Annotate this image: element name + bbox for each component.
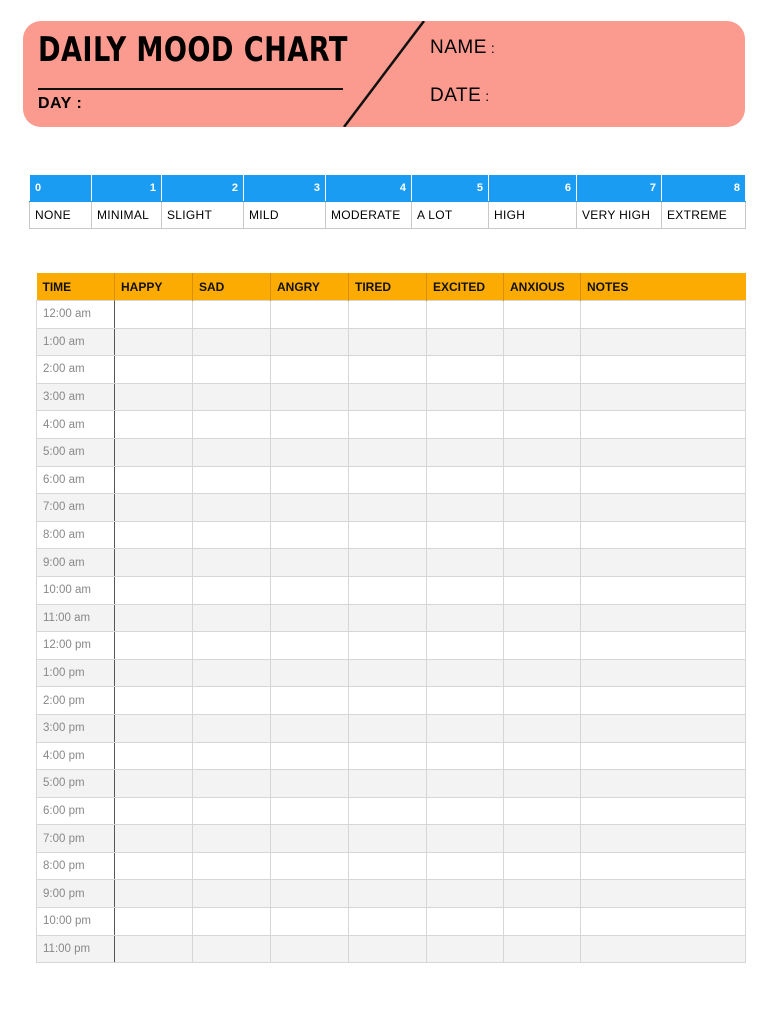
entry-cell-sad[interactable] <box>193 301 271 329</box>
entry-cell-sad[interactable] <box>193 797 271 825</box>
table-row <box>37 466 746 494</box>
entry-cell-angry[interactable] <box>271 521 349 549</box>
entry-cell-notes[interactable] <box>581 328 746 356</box>
entry-cell-excited[interactable] <box>427 604 504 632</box>
entry-cell-happy[interactable] <box>115 549 193 577</box>
entry-cell-sad[interactable] <box>193 825 271 853</box>
time-cell: 6:00 pm <box>37 797 115 825</box>
entry-cell-tired[interactable] <box>349 466 427 494</box>
entry-cell-excited[interactable] <box>427 466 504 494</box>
entry-cell-sad[interactable] <box>193 549 271 577</box>
entry-cell-excited[interactable] <box>427 687 504 715</box>
entry-cell-happy[interactable] <box>115 411 193 439</box>
table-row <box>37 687 746 715</box>
entry-cell-sad[interactable] <box>193 576 271 604</box>
header-banner <box>23 21 745 127</box>
entry-cell-notes[interactable] <box>581 880 746 908</box>
entry-cell-happy[interactable] <box>115 438 193 466</box>
entry-cell-notes[interactable] <box>581 549 746 577</box>
entry-cell-notes[interactable] <box>581 852 746 880</box>
entry-cell-anxious[interactable] <box>504 659 581 687</box>
time-cell: 10:00 pm <box>37 908 115 936</box>
entry-cell-excited[interactable] <box>427 659 504 687</box>
entry-cell-happy[interactable] <box>115 383 193 411</box>
scale-label-5: A LOT <box>412 202 489 229</box>
scale-number-7: 7 <box>577 175 662 202</box>
entry-cell-excited[interactable] <box>427 852 504 880</box>
entry-cell-excited[interactable] <box>427 714 504 742</box>
entry-cell-notes[interactable] <box>581 466 746 494</box>
entry-cell-notes[interactable] <box>581 521 746 549</box>
entry-cell-sad[interactable] <box>193 411 271 439</box>
time-cell: 11:00 pm <box>37 935 115 963</box>
scale-label-row <box>30 202 746 229</box>
entry-cell-tired[interactable] <box>349 356 427 384</box>
entry-cell-anxious[interactable] <box>504 935 581 963</box>
entry-cell-sad[interactable] <box>193 604 271 632</box>
table-row <box>37 301 746 329</box>
entry-cell-anxious[interactable] <box>504 301 581 329</box>
entry-cell-notes[interactable] <box>581 714 746 742</box>
table-row <box>37 659 746 687</box>
entry-cell-happy[interactable] <box>115 742 193 770</box>
entry-cell-angry[interactable] <box>271 328 349 356</box>
entry-cell-sad[interactable] <box>193 328 271 356</box>
time-cell: 4:00 pm <box>37 742 115 770</box>
entry-cell-sad[interactable] <box>193 935 271 963</box>
date-label-colon: : <box>485 88 490 104</box>
entry-cell-notes[interactable] <box>581 742 746 770</box>
entry-cell-angry[interactable] <box>271 935 349 963</box>
entry-cell-notes[interactable] <box>581 687 746 715</box>
entry-cell-anxious[interactable] <box>504 494 581 522</box>
entry-cell-happy[interactable] <box>115 687 193 715</box>
entry-cell-tired[interactable] <box>349 935 427 963</box>
entry-cell-tired[interactable] <box>349 604 427 632</box>
entry-cell-notes[interactable] <box>581 301 746 329</box>
entry-cell-angry[interactable] <box>271 494 349 522</box>
entry-cell-notes[interactable] <box>581 438 746 466</box>
entry-cell-angry[interactable] <box>271 466 349 494</box>
scale-label-7: VERY HIGH <box>577 202 662 229</box>
entry-cell-excited[interactable] <box>427 356 504 384</box>
entry-cell-notes[interactable] <box>581 356 746 384</box>
scale-number-3: 3 <box>244 175 326 202</box>
entry-cell-excited[interactable] <box>427 576 504 604</box>
entry-cell-sad[interactable] <box>193 852 271 880</box>
entry-cell-happy[interactable] <box>115 852 193 880</box>
entry-cell-happy[interactable] <box>115 714 193 742</box>
entry-cell-anxious[interactable] <box>504 383 581 411</box>
entry-cell-excited[interactable] <box>427 438 504 466</box>
entry-cell-happy[interactable] <box>115 604 193 632</box>
entry-cell-sad[interactable] <box>193 383 271 411</box>
entry-cell-tired[interactable] <box>349 687 427 715</box>
entry-cell-excited[interactable] <box>427 908 504 936</box>
entry-cell-happy[interactable] <box>115 494 193 522</box>
table-row <box>37 356 746 384</box>
entry-cell-sad[interactable] <box>193 494 271 522</box>
scale-number-0: 0 <box>30 175 92 202</box>
entry-cell-notes[interactable] <box>581 576 746 604</box>
entry-cell-happy[interactable] <box>115 521 193 549</box>
entry-cell-sad[interactable] <box>193 742 271 770</box>
table-row <box>37 935 746 963</box>
entry-cell-tired[interactable] <box>349 576 427 604</box>
entry-cell-tired[interactable] <box>349 549 427 577</box>
table-row <box>37 632 746 660</box>
date-field-label[interactable] <box>430 85 490 107</box>
entry-cell-anxious[interactable] <box>504 604 581 632</box>
entry-cell-anxious[interactable] <box>504 549 581 577</box>
entry-cell-anxious[interactable] <box>504 632 581 660</box>
table-row <box>37 549 746 577</box>
table-row <box>37 770 746 798</box>
entry-cell-notes[interactable] <box>581 797 746 825</box>
intensity-scale-table <box>29 174 746 229</box>
entry-cell-angry[interactable] <box>271 908 349 936</box>
time-cell: 12:00 am <box>37 301 115 329</box>
entry-cell-angry[interactable] <box>271 797 349 825</box>
entry-cell-notes[interactable] <box>581 935 746 963</box>
entry-cell-sad[interactable] <box>193 908 271 936</box>
scale-label-1: MINIMAL <box>92 202 162 229</box>
entry-cell-excited[interactable] <box>427 549 504 577</box>
entry-cell-angry[interactable] <box>271 632 349 660</box>
column-header-excited: EXCITED <box>427 273 504 301</box>
entry-cell-happy[interactable] <box>115 908 193 936</box>
entry-cell-angry[interactable] <box>271 411 349 439</box>
entry-cell-tired[interactable] <box>349 411 427 439</box>
entry-cell-angry[interactable] <box>271 576 349 604</box>
scale-number-row <box>30 175 746 202</box>
time-cell: 2:00 pm <box>37 687 115 715</box>
entry-cell-anxious[interactable] <box>504 908 581 936</box>
entry-cell-tired[interactable] <box>349 714 427 742</box>
entry-cell-happy[interactable] <box>115 825 193 853</box>
entry-cell-happy[interactable] <box>115 632 193 660</box>
table-row <box>37 328 746 356</box>
scale-number-2: 2 <box>162 175 244 202</box>
entry-cell-excited[interactable] <box>427 770 504 798</box>
entry-cell-anxious[interactable] <box>504 328 581 356</box>
table-row <box>37 742 746 770</box>
entry-cell-excited[interactable] <box>427 632 504 660</box>
entry-cell-excited[interactable] <box>427 383 504 411</box>
column-header-sad: SAD <box>193 273 271 301</box>
name-label-text: NAME <box>430 37 487 58</box>
time-cell: 2:00 am <box>37 356 115 384</box>
entry-cell-excited[interactable] <box>427 935 504 963</box>
entry-cell-angry[interactable] <box>271 301 349 329</box>
entry-cell-angry[interactable] <box>271 604 349 632</box>
entry-cell-notes[interactable] <box>581 659 746 687</box>
entry-cell-excited[interactable] <box>427 825 504 853</box>
time-cell: 1:00 am <box>37 328 115 356</box>
scale-number-6: 6 <box>489 175 577 202</box>
scale-number-1: 1 <box>92 175 162 202</box>
entry-cell-tired[interactable] <box>349 770 427 798</box>
entry-cell-anxious[interactable] <box>504 880 581 908</box>
entry-cell-notes[interactable] <box>581 494 746 522</box>
entry-cell-tired[interactable] <box>349 852 427 880</box>
table-row <box>37 880 746 908</box>
entry-cell-happy[interactable] <box>115 356 193 384</box>
entry-cell-happy[interactable] <box>115 659 193 687</box>
entry-cell-happy[interactable] <box>115 466 193 494</box>
mood-grid-table <box>36 273 746 963</box>
entry-cell-excited[interactable] <box>427 494 504 522</box>
entry-cell-excited[interactable] <box>427 328 504 356</box>
grid-header-row <box>37 273 746 301</box>
time-cell: 5:00 am <box>37 438 115 466</box>
diagonal-divider <box>23 21 745 127</box>
table-row <box>37 825 746 853</box>
entry-cell-anxious[interactable] <box>504 576 581 604</box>
entry-cell-angry[interactable] <box>271 383 349 411</box>
entry-cell-happy[interactable] <box>115 301 193 329</box>
date-label-text: DATE <box>430 85 482 106</box>
scale-label-2: SLIGHT <box>162 202 244 229</box>
column-header-time: TIME <box>37 273 115 301</box>
entry-cell-excited[interactable] <box>427 521 504 549</box>
entry-cell-anxious[interactable] <box>504 411 581 439</box>
entry-cell-anxious[interactable] <box>504 852 581 880</box>
entry-cell-notes[interactable] <box>581 383 746 411</box>
table-row <box>37 383 746 411</box>
entry-cell-anxious[interactable] <box>504 714 581 742</box>
entry-cell-tired[interactable] <box>349 632 427 660</box>
entry-cell-anxious[interactable] <box>504 438 581 466</box>
entry-cell-tired[interactable] <box>349 383 427 411</box>
entry-cell-happy[interactable] <box>115 880 193 908</box>
entry-cell-anxious[interactable] <box>504 770 581 798</box>
entry-cell-sad[interactable] <box>193 632 271 660</box>
scale-label-3: MILD <box>244 202 326 229</box>
entry-cell-sad[interactable] <box>193 521 271 549</box>
time-cell: 9:00 am <box>37 549 115 577</box>
table-row <box>37 521 746 549</box>
entry-cell-tired[interactable] <box>349 328 427 356</box>
entry-cell-tired[interactable] <box>349 301 427 329</box>
entry-cell-angry[interactable] <box>271 438 349 466</box>
time-cell: 5:00 pm <box>37 770 115 798</box>
table-row <box>37 797 746 825</box>
time-cell: 12:00 pm <box>37 632 115 660</box>
scale-label-4: MODERATE <box>326 202 412 229</box>
time-cell: 3:00 am <box>37 383 115 411</box>
entry-cell-notes[interactable] <box>581 908 746 936</box>
table-row <box>37 604 746 632</box>
entry-cell-sad[interactable] <box>193 714 271 742</box>
time-cell: 10:00 am <box>37 576 115 604</box>
table-row <box>37 714 746 742</box>
entry-cell-anxious[interactable] <box>504 687 581 715</box>
scale-number-8: 8 <box>662 175 746 202</box>
table-row <box>37 411 746 439</box>
entry-cell-angry[interactable] <box>271 742 349 770</box>
time-cell: 7:00 am <box>37 494 115 522</box>
entry-cell-notes[interactable] <box>581 632 746 660</box>
table-row <box>37 852 746 880</box>
page-title: DAILY MOOD CHART <box>38 30 348 70</box>
entry-cell-angry[interactable] <box>271 687 349 715</box>
table-row <box>37 908 746 936</box>
name-label-colon: : <box>490 40 496 56</box>
time-cell: 1:00 pm <box>37 659 115 687</box>
entry-cell-sad[interactable] <box>193 770 271 798</box>
scale-label-8: EXTREME <box>662 202 746 229</box>
entry-cell-tired[interactable] <box>349 521 427 549</box>
entry-cell-tired[interactable] <box>349 825 427 853</box>
time-cell: 6:00 am <box>37 466 115 494</box>
entry-cell-sad[interactable] <box>193 438 271 466</box>
entry-cell-notes[interactable] <box>581 604 746 632</box>
column-header-tired: TIRED <box>349 273 427 301</box>
time-cell: 11:00 am <box>37 604 115 632</box>
entry-cell-angry[interactable] <box>271 852 349 880</box>
entry-cell-angry[interactable] <box>271 880 349 908</box>
column-header-angry: ANGRY <box>271 273 349 301</box>
entry-cell-happy[interactable] <box>115 576 193 604</box>
scale-number-4: 4 <box>326 175 412 202</box>
entry-cell-notes[interactable] <box>581 825 746 853</box>
entry-cell-tired[interactable] <box>349 908 427 936</box>
entry-cell-angry[interactable] <box>271 659 349 687</box>
entry-cell-notes[interactable] <box>581 411 746 439</box>
entry-cell-anxious[interactable] <box>504 466 581 494</box>
entry-cell-happy[interactable] <box>115 328 193 356</box>
scale-number-5: 5 <box>412 175 489 202</box>
entry-cell-excited[interactable] <box>427 301 504 329</box>
grid-body <box>37 301 746 963</box>
entry-cell-tired[interactable] <box>349 880 427 908</box>
table-row <box>37 438 746 466</box>
entry-cell-anxious[interactable] <box>504 797 581 825</box>
entry-cell-anxious[interactable] <box>504 356 581 384</box>
entry-cell-tired[interactable] <box>349 742 427 770</box>
time-cell: 7:00 pm <box>37 825 115 853</box>
entry-cell-sad[interactable] <box>193 659 271 687</box>
column-header-happy: HAPPY <box>115 273 193 301</box>
entry-cell-tired[interactable] <box>349 494 427 522</box>
entry-cell-tired[interactable] <box>349 797 427 825</box>
entry-cell-sad[interactable] <box>193 466 271 494</box>
entry-cell-angry[interactable] <box>271 825 349 853</box>
scale-label-0: NONE <box>30 202 92 229</box>
entry-cell-anxious[interactable] <box>504 825 581 853</box>
entry-cell-angry[interactable] <box>271 714 349 742</box>
entry-cell-sad[interactable] <box>193 880 271 908</box>
time-cell: 9:00 pm <box>37 880 115 908</box>
scale-label-6: HIGH <box>489 202 577 229</box>
time-cell: 3:00 pm <box>37 714 115 742</box>
entry-cell-tired[interactable] <box>349 438 427 466</box>
name-field-label[interactable] <box>430 37 495 59</box>
entry-cell-sad[interactable] <box>193 356 271 384</box>
time-cell: 4:00 am <box>37 411 115 439</box>
entry-cell-sad[interactable] <box>193 687 271 715</box>
entry-cell-notes[interactable] <box>581 770 746 798</box>
entry-cell-excited[interactable] <box>427 880 504 908</box>
column-header-notes: NOTES <box>581 273 746 301</box>
entry-cell-angry[interactable] <box>271 356 349 384</box>
entry-cell-happy[interactable] <box>115 935 193 963</box>
column-header-anxious: ANXIOUS <box>504 273 581 301</box>
time-cell: 8:00 pm <box>37 852 115 880</box>
entry-cell-excited[interactable] <box>427 742 504 770</box>
entry-cell-tired[interactable] <box>349 659 427 687</box>
entry-cell-excited[interactable] <box>427 797 504 825</box>
entry-cell-happy[interactable] <box>115 770 193 798</box>
table-row <box>37 576 746 604</box>
time-cell: 8:00 am <box>37 521 115 549</box>
entry-cell-anxious[interactable] <box>504 742 581 770</box>
entry-cell-angry[interactable] <box>271 549 349 577</box>
entry-cell-angry[interactable] <box>271 770 349 798</box>
entry-cell-anxious[interactable] <box>504 521 581 549</box>
entry-cell-happy[interactable] <box>115 797 193 825</box>
entry-cell-excited[interactable] <box>427 411 504 439</box>
day-label: DAY : <box>38 95 83 112</box>
table-row <box>37 494 746 522</box>
